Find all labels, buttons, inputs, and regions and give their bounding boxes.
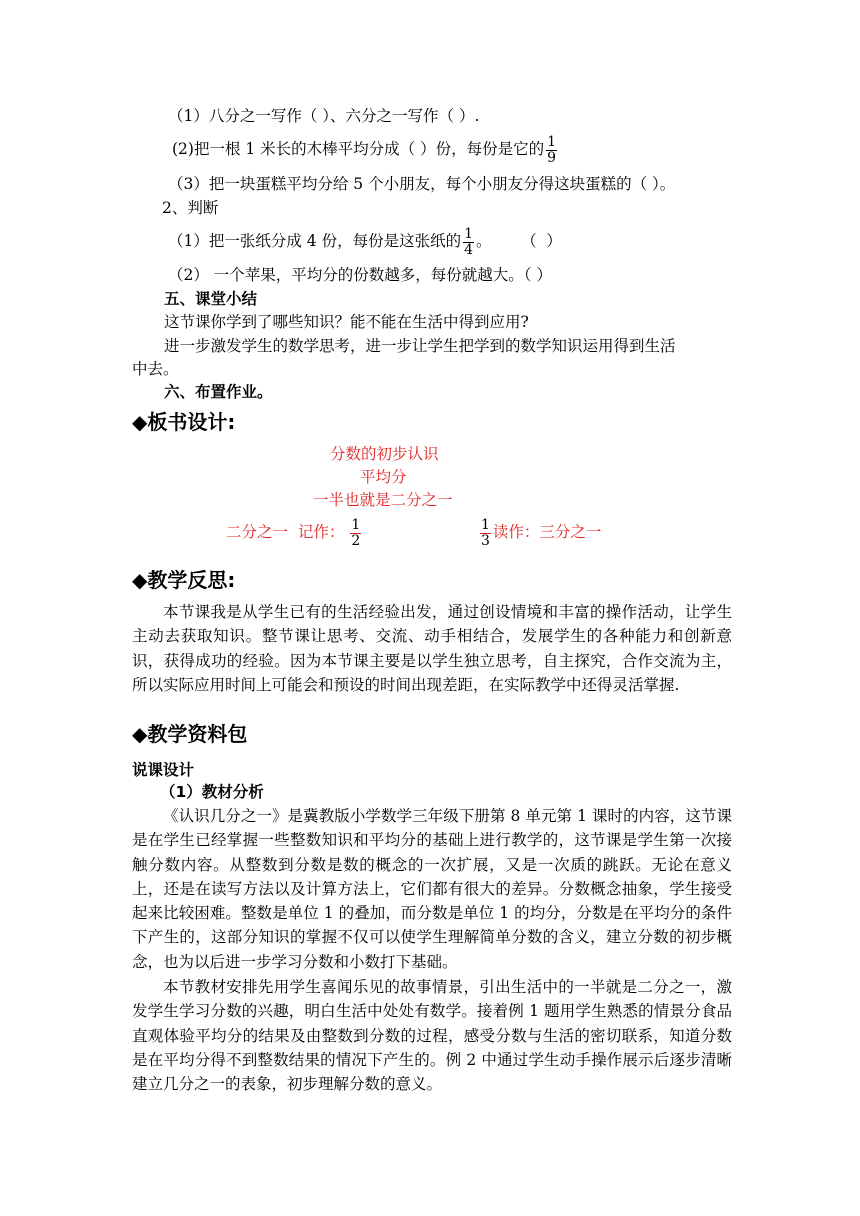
resources-heading: ◆教学资料包 (132, 722, 248, 746)
exercise-line-2-text: (2)把一根 1 米长的木棒平均分成（ ）份，每份是它的 (172, 140, 545, 158)
board-right-text: 读作：三分之一 (492, 523, 602, 541)
fraction-numerator: 1 (351, 516, 361, 533)
board-heading: ◆板书设计: (132, 410, 236, 434)
fraction-denominator: 9 (547, 149, 557, 166)
board-right-expression (478, 515, 601, 549)
board-line-2: 平均分 (360, 468, 407, 486)
board-line-3: 一半也就是二分之一 (313, 491, 453, 509)
fraction-denominator: 4 (464, 241, 474, 258)
judge-line-1-suffix: 。 （ ） (476, 232, 562, 250)
fraction-one-half (350, 518, 361, 549)
board-left-text: 二分之一 记作： (226, 523, 345, 541)
summary-title: 五、课堂小结 (164, 290, 258, 308)
fraction-one-third (480, 518, 491, 549)
analysis-paragraph-1: 《认识几分之一》是冀教版小学数学三年级下册第 8 单元第 1 课时的内容，这节课是在学生已经掌握一些整数知识和平均分的基础上进行教学的，这节课是学生第一次接触分数内容。从整数到分数是数的概念的一次扩展，又是一次质的跳跃。无论在意义上，还是在读写方法以及计算方法上，它们都有很大的差异。分数概念抽象，学生接受起来比较困难。整数是单位 1 的叠加，而分数是单位 1 的均分，分数是在平均分的条件下产生的，这部分知识的掌握不仅可以使学生理解简单分数的含义，建立分数的初步概念，也为以后进一步学习分数和小数打下基础。 (132, 807, 732, 971)
analysis-paragraph-2: 本节教材安排先用学生喜闻乐见的故事情景，引出生活中的一半就是二分之一，激发学生学习分数的兴趣，明白生活中处处有数学。接着例 1 题用学生熟悉的情景分食品直观体验平均分的结果及由整数到分数的过程，感受分数与生活的密切联系，知道分数是在平均分得不到整数结果的情况下产生的。例 2 中通过学生动手操作展示后逐步清晰建立几分之一的表象，初步理解分数的意义。 (132, 978, 732, 1094)
fraction-denominator: 3 (481, 532, 490, 549)
fraction-numerator: 1 (547, 133, 557, 150)
exercise-line-2 (172, 134, 559, 166)
summary-text-1: 进一步激发学生的数学思考，进一步让学生把学到的数学知识运用得到生活 (164, 337, 676, 355)
judge-line-2: （2） 一个苹果，平均分的份数越多，每份就越大。（ ） (168, 266, 552, 284)
lesson-design-title: 说课设计 (132, 761, 195, 779)
summary-text-2: 中去。 (132, 360, 179, 378)
exercise-line-1: （1）八分之一写作（ ）、六分之一写作（ ）. (168, 107, 480, 125)
fraction-one-ninth (546, 135, 557, 166)
judge-line-1-text: （1）把一张纸分成 4 份，每份是这张纸的 (168, 232, 462, 250)
summary-question: 这节课你学到了哪些知识？能不能在生活中得到应用? (164, 313, 529, 331)
material-analysis-title: （1）教材分析 (160, 783, 264, 801)
judge-title: 2、判断 (162, 199, 219, 217)
homework-title: 六、布置作业。 (164, 383, 273, 401)
exercise-line-3: （3）把一块蛋糕平均分给 5 个小朋友，每个小朋友分得这块蛋糕的（ ）。 (168, 175, 676, 193)
board-left-expression (226, 515, 363, 549)
fraction-denominator: 2 (351, 532, 361, 549)
fraction-numerator: 1 (464, 225, 474, 242)
board-title: 分数的初步认识 (330, 445, 439, 463)
judge-line-1 (168, 226, 562, 258)
fraction-one-quarter (463, 227, 474, 258)
fraction-numerator: 1 (481, 516, 490, 533)
reflection-heading: ◆教学反思: (132, 568, 236, 592)
reflection-paragraph: 本节课我是从学生已有的生活经验出发，通过创设情境和丰富的操作活动，让学生主动去获取知识。整节课让思考、交流、动手相结合，发展学生的各种能力和创新意识，获得成功的经验。因为本节课主要是以学生独立思考，自主探究，合作交流为主，所以实际应用时间上可能会和预设的时间出现差距，在实际教学中还得灵活掌握. (132, 603, 732, 694)
